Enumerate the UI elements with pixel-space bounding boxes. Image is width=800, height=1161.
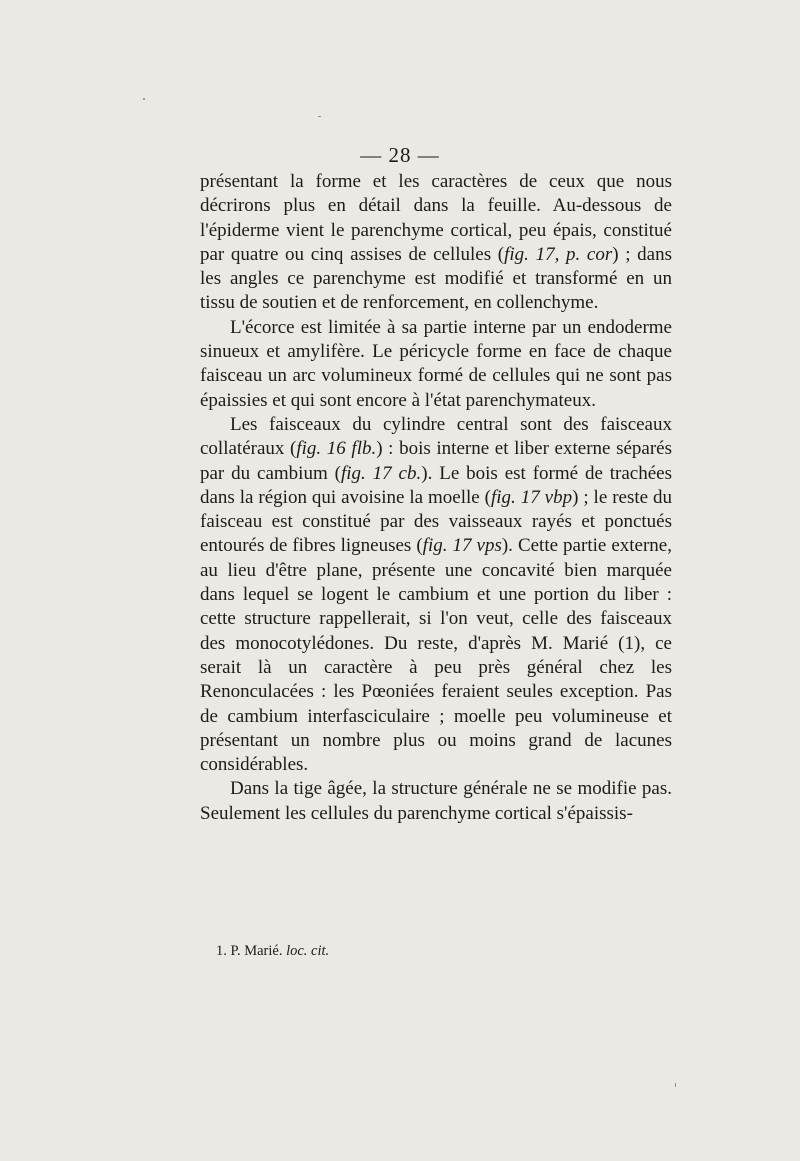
paragraph <box>200 413 672 777</box>
text-run: présentant la forme et les caractères de ceux que nous décrirons plus en détail dans la feuille. Au-dessous de l'épiderme vient le parenchyme cortical, peu épais, constitué par quatre ou cinq assises de cellules ( <box>200 171 672 265</box>
paragraph <box>200 777 672 826</box>
italic-reference: loc. cit. <box>286 943 330 959</box>
paragraph <box>200 316 672 413</box>
text-run: ) ; le reste du faisceau est constitué par des vaisseaux rayés et ponctués entourés de fibres ligneuses ( <box>200 486 672 557</box>
text-run: ). Cette partie externe, au lieu d'être plane, présente une concavité bien marquée dans lequel se logent le cambium et une portion du liber : cette structure rappellerait, si l'on veut, celle des faisceaux des monocotylédones. Du reste, d'après M. Marié (1), ce serait là un caractère à peu près général chez les Renonculacées : les Pœoniées feraient seules exception. Pas de cambium interfasciculaire ; moelle peu volumineuse et présentant un nombre plus ou moins grand de lacunes considérables. <box>200 535 672 776</box>
text-run: Les faisceaux du cylindre central sont des faisceaux collatéraux ( <box>200 413 672 460</box>
paper-speck <box>318 116 321 117</box>
text-run: Dans la tige âgée, la structure générale ne se modifie pas. Seulement les cellules du parenchyme cortical s'épaissis- <box>200 778 672 824</box>
text-run: 1. P. Marié. <box>216 943 287 959</box>
text-run: ) ; dans les angles ce parenchyme est modifié et transformé en un tissu de soutien et de renforcement, en collenchyme. <box>200 243 672 314</box>
italic-reference: fig. 17 vbp <box>490 486 573 508</box>
italic-reference: fig. 17 vps <box>422 535 502 557</box>
text-run: L'écorce est limitée à sa partie interne par un endoderme sinueux et amylifère. Le péricycle forme en face de chaque faisceau un arc volumineux formé de cellules qui ne sont pas épaissies et qui sont encore à l'état parenchymateux. <box>200 316 672 411</box>
italic-reference: fig. 17 cb. <box>340 462 422 484</box>
paragraph <box>200 170 672 316</box>
italic-reference: fig. 16 flb. <box>296 438 377 460</box>
paper-speck <box>675 1083 676 1087</box>
text-run: ) : bois interne et liber externe séparés par du cambium ( <box>200 438 672 484</box>
footnote <box>216 942 616 960</box>
paper-speck <box>143 98 145 100</box>
text-run: ). Le bois est formé de trachées dans la région qui avoisine la moelle ( <box>200 462 673 508</box>
body-text <box>200 170 672 826</box>
italic-reference: fig. 17, p. cor <box>504 243 613 265</box>
page-number: — 28 — <box>360 143 440 167</box>
